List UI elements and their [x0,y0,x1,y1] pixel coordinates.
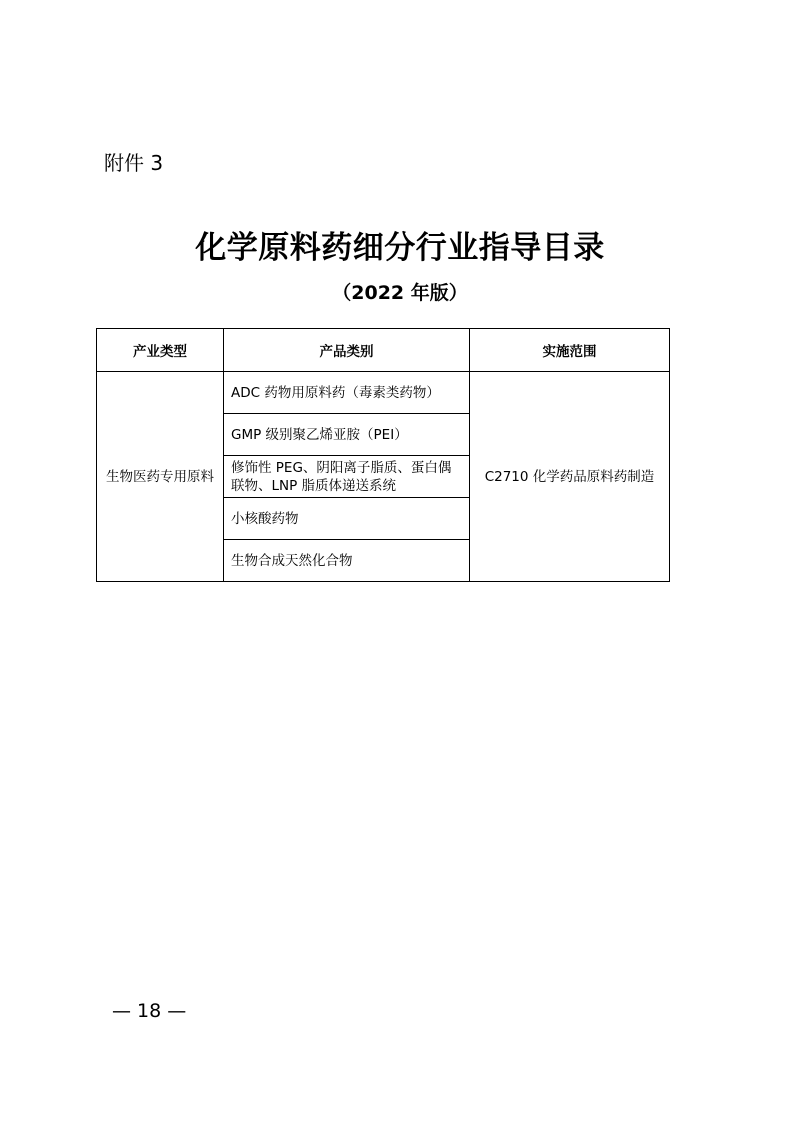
product-cell: ADC 药物用原料药（毒素类药物） [224,372,470,414]
scope-cell: C2710 化学药品原料药制造 [470,372,670,582]
product-cell: 修饰性 PEG、阴阳离子脂质、蛋白偶联物、LNP 脂质体递送系统 [224,456,470,498]
product-cell: 小核酸药物 [224,498,470,540]
page-number: — 18 — [112,1000,187,1022]
catalog-table [96,328,670,582]
document-title: 化学原料药细分行业指导目录 [195,230,605,266]
column-header-product-category: 产品类别 [224,329,470,372]
document-subtitle: （2022 年版） [332,282,468,304]
table-row [97,372,670,414]
column-header-scope: 实施范围 [470,329,670,372]
product-cell: 生物合成天然化合物 [224,540,470,582]
column-header-industry-type: 产业类型 [97,329,224,372]
product-cell: GMP 级别聚乙烯亚胺（PEI） [224,414,470,456]
attachment-label: 附件 3 [104,151,164,175]
industry-type-cell: 生物医药专用原料 [97,372,224,582]
table-header-row [97,329,670,372]
